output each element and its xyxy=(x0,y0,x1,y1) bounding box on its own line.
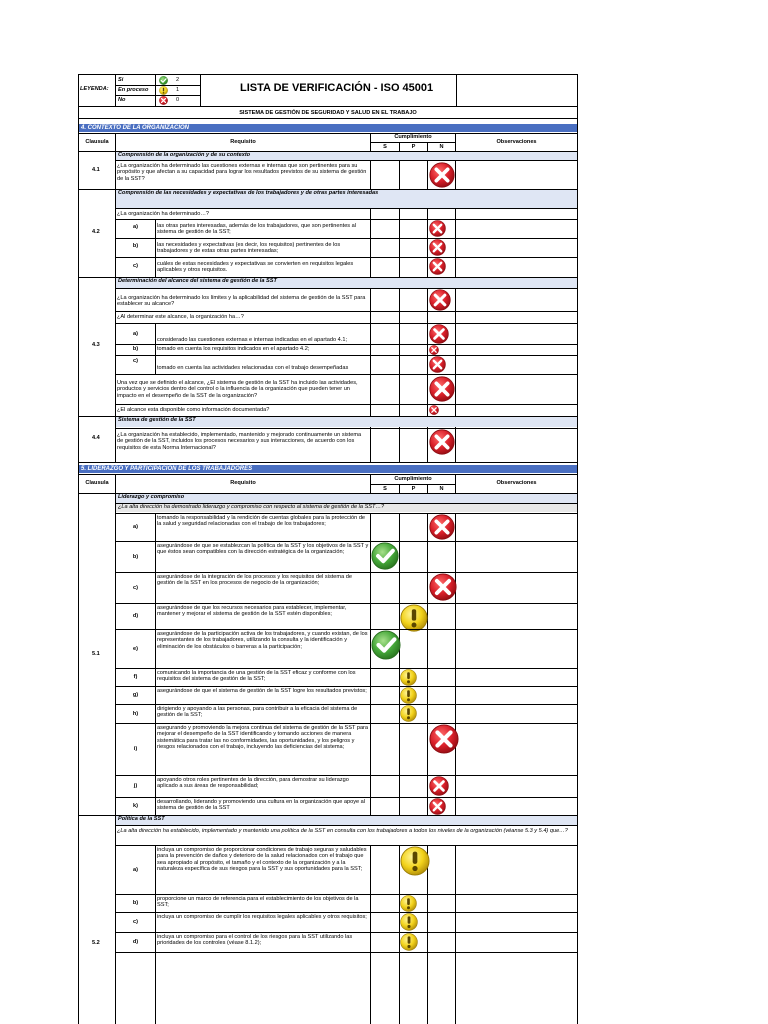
item-text: asegurándose de la participación activa de los trabajadores, y cuando existan, de los representantes de los trabajadores, utilizando la consulta y la identificación y eliminación de los obstáculos o barreras a la participación; xyxy=(157,631,368,650)
status-proceso-icon xyxy=(400,705,417,722)
item-4-3-a-letter: a) xyxy=(133,331,138,337)
legend-proceso-label: En proceso xyxy=(118,87,149,93)
col-requisito: Requisito xyxy=(230,139,256,145)
item-letter: g) xyxy=(132,692,139,698)
status-no-icon xyxy=(429,324,449,344)
status-no-icon xyxy=(429,258,446,275)
clause-5-2-number: 5.2 xyxy=(92,940,100,946)
item-4-3-b-letter: b) xyxy=(132,346,139,352)
item-text: asegurándose de que se establezcan la política de la SST y los objetivos de la SST y que éstos sean compatibles con la dirección estratégica de la organización; xyxy=(157,543,369,556)
col-cumplimiento: Cumplimiento xyxy=(394,476,432,482)
status-no-icon xyxy=(429,356,446,373)
status-proceso-icon xyxy=(400,604,428,632)
item-text: desarrollando, liderando y promoviendo una cultura en la organización que apoye al sistema de gestión de la SST xyxy=(157,799,366,812)
clause-4-2-heading: Comprensión de las necesidades y expectativas de los trabajadores y de otras partes interesadas xyxy=(116,190,577,208)
col-clausula: Clausula xyxy=(85,139,109,145)
x-icon xyxy=(159,96,168,105)
item-text: comunicando la importancia de una gestión de la SST eficaz y conforme con los requisitos del sistema de gestión de la SST; xyxy=(157,670,356,683)
clause-4-1-question: ¿La organización ha determinado las cuestiones externas e internas que son pertinentes para su propósito y que afectan a su capacidad para lograr los resultados previstos de su sistema de gestión de la SST? xyxy=(117,163,367,182)
col-p: P xyxy=(411,486,416,492)
status-no-icon xyxy=(429,239,446,256)
clause-4-4-heading: Sistema de gestión de la SST xyxy=(116,417,577,427)
clause-4-3-question-1: ¿La organización ha determinado los límites y la aplicabilidad del sistema de gestión de la SST para establecer su alcance? xyxy=(117,295,366,308)
item-4-2-b-text: las necesidades y expectativas (es decir, los requisitos) pertinentes de los trabajadores y de estas otras partes interesadas; xyxy=(157,242,341,255)
item-letter: i) xyxy=(133,746,138,752)
clause-4-1-number: 4.1 xyxy=(92,167,100,173)
item-text: proporcione un marco de referencia para el establecimiento de los objetivos de la SST; xyxy=(157,896,359,909)
item-text: tomando la responsabilidad y la rendición de cuentas globales para la protección de la salud y seguridad relacionadas con el trabajo de los trabajadores; xyxy=(157,515,366,528)
status-no-icon xyxy=(429,724,459,754)
item-text: incluya un compromiso de cumplir los requisitos legales aplicables y otros requisitos; xyxy=(157,914,367,920)
page-title: LISTA DE VERIFICACIÓN - ISO 45001 xyxy=(240,82,434,94)
item-letter: j) xyxy=(133,783,138,789)
item-letter: b) xyxy=(132,553,139,560)
clause-5-2-question: ¿La alta dirección ha establecido, implementado y mantenido una política de la SST en consulta con los trabajadores a todos los niveles de la organización (véanse 5.3 y 5.4) que…? xyxy=(117,828,568,834)
page-subtitle: SISTEMA DE GESTIÓN DE SEGURIDAD Y SALUD EN EL TRABAJO xyxy=(239,110,417,116)
item-text: apoyando otros roles pertinentes de la dirección, para demostrar su liderazgo aplicado a sus áreas de responsabilidad; xyxy=(157,777,349,790)
status-proceso-icon xyxy=(400,913,418,931)
status-no-icon xyxy=(429,573,457,601)
status-no-icon xyxy=(429,162,455,188)
item-4-2-c-letter: c) xyxy=(133,263,138,269)
item-4-2-a-letter: a) xyxy=(133,224,138,230)
clause-4-2-number: 4.2 xyxy=(92,229,100,235)
status-no-icon xyxy=(429,220,446,237)
col-n: N xyxy=(439,486,444,492)
clause-5-1-number: 5.1 xyxy=(92,651,100,657)
status-proceso-icon xyxy=(400,669,417,686)
item-letter: a) xyxy=(133,866,138,873)
clause-4-3-question-4: ¿El alcance esta disponible como información documentada? xyxy=(117,407,270,413)
col-p: P xyxy=(411,144,416,150)
item-text: asegurándose de que los recursos necesarios para establecer, implementar, mantener y mejorar el sistema de gestión de la SST estén disponibles; xyxy=(157,605,347,618)
clause-4-1-heading: Comprensión de la organización y de su contexto xyxy=(116,152,577,160)
status-proceso-icon xyxy=(400,846,430,876)
item-text: dirigiendo y apoyando a las personas, para contribuir a la eficacia del sistema de gestión de la SST; xyxy=(157,706,358,719)
clause-4-3-heading: Determinación del alcance del sistema de gestión de la SST xyxy=(116,278,577,288)
status-no-icon xyxy=(429,376,455,402)
item-4-3-c-text: tomado en cuenta las actividades relacionadas con el trabajo desempeñadas xyxy=(157,365,349,371)
item-letter: b) xyxy=(132,900,139,906)
clause-4-2-intro: ¿La organización ha determinado…? xyxy=(117,211,210,217)
item-letter: e) xyxy=(133,645,138,652)
item-4-3-b-text: tomado en cuenta los requisitos indicados en el apartado 4.2; xyxy=(157,346,310,352)
section5-title: 5. LIDERAZGO Y PARTICIPACIÓN DE LOS TRABAJADORES xyxy=(79,465,577,473)
col-observaciones: Observaciones xyxy=(496,480,537,486)
status-no-icon xyxy=(429,345,439,355)
col-requisito: Requisito xyxy=(230,480,256,486)
legend-no-label: No xyxy=(118,97,126,103)
status-si-icon xyxy=(371,630,401,660)
item-4-3-a-text: considerado las cuestiones externas e internas indicadas en el apartado 4.1; xyxy=(157,337,347,343)
item-text: asegurándose de la integración de los procesos y los requisitos del sistema de gestión de la SST en los procesos de negocio de la organización; xyxy=(157,574,352,587)
status-no-icon xyxy=(429,514,455,540)
item-letter: d) xyxy=(132,939,139,945)
item-letter: h) xyxy=(132,710,139,717)
legend-proceso-value: 1 xyxy=(176,87,180,93)
legend-no-value: 0 xyxy=(176,97,180,103)
item-letter: f) xyxy=(133,674,138,680)
item-letter: c) xyxy=(133,584,138,591)
clause-5-2-heading: Política de la SST xyxy=(116,816,577,825)
status-no-icon xyxy=(429,405,439,415)
status-no-icon xyxy=(429,429,455,455)
status-si-icon xyxy=(371,542,399,570)
clause-4-3-question-2: ¿Al determinar este alcance, la organización ha…? xyxy=(117,314,244,320)
item-text: incluya un compromiso de proporcionar condiciones de trabajo seguras y saludables para la prevención de daños y deterioro de la salud relacionados con el trabajo que sea apropiado al propósito, el tamaño y el contexto de la organización y a la naturaleza específica de sus riesgos para la SST y sus oportunidades para la SST; xyxy=(157,847,367,873)
item-text: asegurando y promoviendo la mejora continua del sistema de gestión de la SST para mejorar el desempeño de la SST identificando y tomando acciones de manera sistemática para tratar las no conformidades, las oportunidades, y los peligros y riesgos relacionados con el trabajo, incluyendo las deficiencias del sistema; xyxy=(157,725,369,751)
status-proceso-icon xyxy=(400,933,418,951)
clause-4-3-number: 4.3 xyxy=(92,342,100,348)
col-observaciones: Observaciones xyxy=(496,139,537,145)
item-4-3-c-letter: c) xyxy=(133,358,138,364)
status-no-icon xyxy=(429,289,451,311)
item-letter: a) xyxy=(133,524,138,530)
clause-5-1-question: ¿La alta dirección ha demostrado liderazgo y compromiso con respecto al sistema de gestión de la SST…? xyxy=(116,504,577,512)
item-letter: d) xyxy=(132,613,139,619)
col-n: N xyxy=(439,144,444,150)
legend-si-label: Si xyxy=(118,77,124,83)
clause-4-4-question: ¿La organización ha establecido, implementado, mantenido y mejorado continuamente un sistema de gestión de la SST, incluidos los procesos necesarios y sus interacciones, de acuerdo con los requisitos de esta Norma Internacional? xyxy=(117,432,362,451)
item-letter: c) xyxy=(133,919,138,925)
clause-4-4-number: 4.4 xyxy=(92,435,100,441)
section4-title: 4. CONTEXTO DE LA ORGANIZACIÓN xyxy=(79,124,577,132)
item-4-2-a-text: las otras partes interesadas, además de los trabajadores, que son pertinentes al sistema de gestión de la SST; xyxy=(157,223,357,236)
status-no-icon xyxy=(429,798,446,815)
item-text: incluya un compromiso para el control de los riesgos para la SST utilizando las prioridades de los controles (véase 8.1.2); xyxy=(157,934,353,947)
item-text: asegurándose de que el sistema de gestión de la SST logre los resultados previstos; xyxy=(157,688,367,694)
col-clausula: Clausula xyxy=(85,480,109,486)
clause-5-1-heading: Liderazgo y compromiso xyxy=(116,494,577,503)
col-cumplimiento: Cumplimiento xyxy=(394,134,432,140)
col-s: S xyxy=(383,486,387,492)
clause-4-3-question-3: Una vez que se definido el alcance, ¿El sistema de gestión de la SST ha incluido las actividades, productos y servicios dentro del control o la influencia de la organización que pueden tener un impacto en el desempeño de la SST de la organización? xyxy=(117,380,358,399)
status-no-icon xyxy=(429,776,449,796)
item-letter: k) xyxy=(133,803,138,809)
legend-si-value: 2 xyxy=(176,77,180,83)
col-s: S xyxy=(383,144,387,150)
item-4-2-b-letter: b) xyxy=(132,243,139,249)
item-4-2-c-text: cuáles de estas necesidades y expectativas se convierten en requisitos legales aplicables y otros requisitos. xyxy=(157,261,354,274)
status-proceso-icon xyxy=(400,895,417,912)
status-proceso-icon xyxy=(400,687,417,704)
check-icon xyxy=(159,76,168,85)
exclamation-icon xyxy=(159,86,168,95)
legend-label: LEYENDA: xyxy=(80,86,109,92)
